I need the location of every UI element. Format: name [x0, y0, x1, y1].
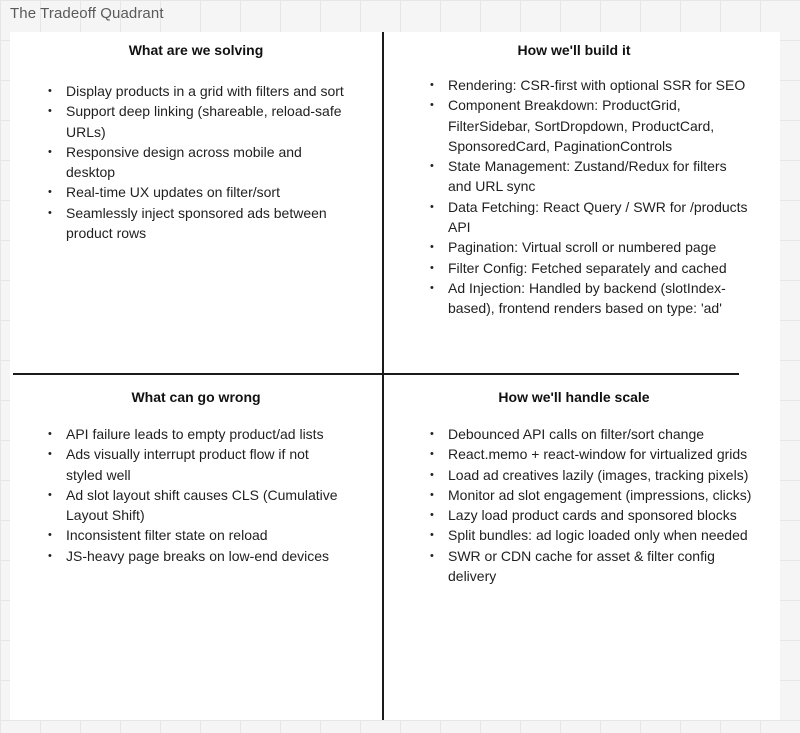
list-item[interactable]: • Inconsistent filter state on reload [48, 525, 348, 545]
quadrant-title[interactable]: How we'll build it [517, 42, 631, 58]
list-item[interactable]: • Support deep linking (shareable, reload-safe URLs) [48, 101, 348, 142]
list-item[interactable]: • Ad Injection: Handled by backend (slotIndex-based), frontend renders based on type: 'ad' [430, 278, 752, 319]
bullet-list [430, 75, 752, 319]
list-item[interactable]: • JS-heavy page breaks on low-end devices [48, 546, 348, 566]
list-item[interactable]: • Component Breakdown: ProductGrid, FilterSidebar, SortDropdown, ProductCard, SponsoredCard, PaginationControls [430, 95, 752, 156]
list-item[interactable]: • Rendering: CSR-first with optional SSR for SEO [430, 75, 752, 95]
list-item[interactable]: • State Management: Zustand/Redux for filters and URL sync [430, 156, 752, 197]
bullet-list [48, 424, 348, 566]
list-item[interactable]: • SWR or CDN cache for asset & filter config delivery [430, 546, 752, 587]
list-item[interactable]: • Filter Config: Fetched separately and cached [430, 258, 752, 278]
bullet-list [48, 81, 348, 243]
quadrant-board [10, 32, 780, 720]
quadrant-title[interactable]: How we'll handle scale [498, 389, 650, 405]
frame-title[interactable]: The Tradeoff Quadrant [10, 5, 164, 22]
list-item[interactable]: • Pagination: Virtual scroll or numbered page [430, 237, 752, 257]
bullet-list [430, 424, 752, 586]
list-item[interactable]: • Responsive design across mobile and desktop [48, 142, 348, 183]
list-item[interactable]: • API failure leads to empty product/ad lists [48, 424, 348, 444]
list-item[interactable]: • Display products in a grid with filters and sort [48, 81, 348, 101]
list-item[interactable]: • Debounced API calls on filter/sort change [430, 424, 752, 444]
horizontal-divider [13, 373, 739, 375]
list-item[interactable]: • Monitor ad slot engagement (impressions, clicks) [430, 485, 752, 505]
list-item[interactable]: • Seamlessly inject sponsored ads between product rows [48, 203, 348, 244]
list-item[interactable]: • Ads visually interrupt product flow if not styled well [48, 444, 348, 485]
list-item[interactable]: • React.memo + react-window for virtualized grids [430, 444, 752, 464]
list-item[interactable]: • Lazy load product cards and sponsored blocks [430, 505, 752, 525]
list-item[interactable]: • Real-time UX updates on filter/sort [48, 182, 348, 202]
vertical-divider [382, 32, 384, 720]
list-item[interactable]: • Load ad creatives lazily (images, tracking pixels) [430, 465, 752, 485]
quadrant-title[interactable]: What are we solving [128, 42, 264, 58]
quadrant-title[interactable]: What can go wrong [131, 389, 261, 405]
list-item[interactable]: • Ad slot layout shift causes CLS (Cumulative Layout Shift) [48, 485, 348, 526]
list-item[interactable]: • Data Fetching: React Query / SWR for /products API [430, 197, 752, 238]
list-item[interactable]: • Split bundles: ad logic loaded only when needed [430, 525, 752, 545]
